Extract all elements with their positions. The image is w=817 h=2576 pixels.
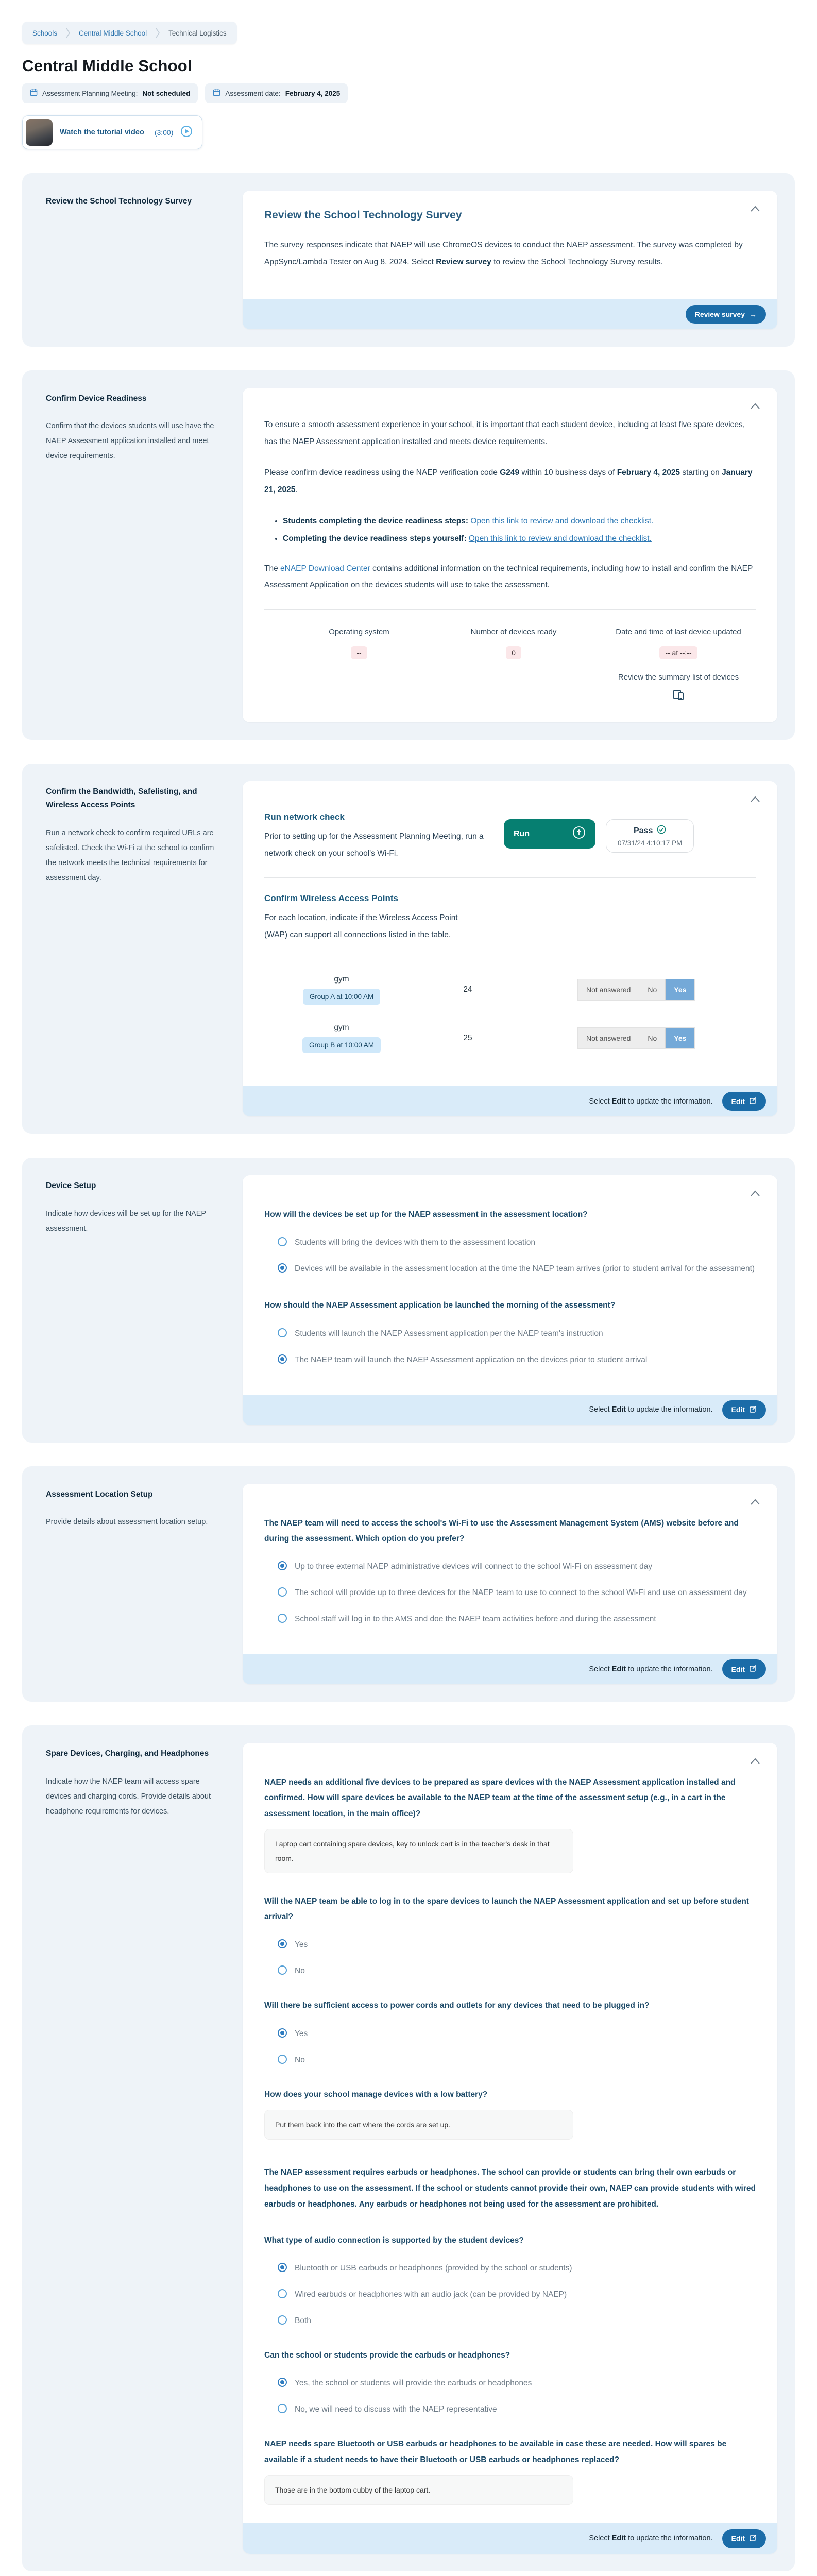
card-action-bar — [243, 2523, 777, 2554]
survey-summary-paragraph: The survey responses indicate that NAEP will use ChromeOS devices to conduct the NAEP assessment. The survey was completed by AppSync/Lambda Tester on Aug 8, 2024. Select Review survey to review the School Technology Survey results. — [264, 241, 743, 266]
section-card — [243, 1484, 777, 1684]
edit-button[interactable]: Edit — [722, 1092, 766, 1111]
collapse-chevron-icon[interactable] — [747, 1496, 763, 1509]
radio-icon — [278, 1587, 287, 1597]
check-circle-icon — [657, 825, 666, 837]
wap-connection-count: 24 — [463, 985, 472, 994]
edit-note: Select Edit to update the information. — [589, 1405, 713, 1414]
section-card — [243, 1743, 777, 2554]
edit-pencil-icon — [750, 1097, 757, 1106]
collapse-chevron-icon[interactable] — [747, 793, 763, 806]
planning-meeting-label: Assessment Planning Meeting: — [42, 89, 138, 97]
breadcrumb-school-name[interactable]: Central Middle School — [79, 29, 147, 37]
section-sidebar — [35, 1743, 230, 2554]
segment-not-answered[interactable]: Not answered — [578, 1028, 639, 1048]
assessment-date-label: Assessment date: — [225, 89, 281, 97]
power-access-question: Will there be sufficient access to power cords and outlets for any devices that need to be plugged in? — [264, 2001, 650, 2010]
review-survey-button[interactable]: Review survey → — [686, 305, 766, 324]
section-side-title: Device Setup — [46, 1181, 96, 1191]
spare-earbuds-answer: Those are in the bottom cubby of the laptop cart. — [264, 2475, 573, 2505]
checklist-bullets — [283, 513, 756, 547]
section-card — [243, 191, 777, 329]
wap-answer-segmented-control — [577, 1027, 695, 1049]
segment-no[interactable]: No — [639, 1028, 666, 1048]
wap-connection-count: 25 — [463, 1033, 472, 1043]
checklist-link-yourself[interactable]: Open this link to review and download the checklist. — [468, 534, 652, 543]
audio-connection-question: What type of audio connection is supported by the student devices? — [264, 2235, 524, 2245]
section-assessment-location-setup — [22, 1466, 795, 1702]
card-action-bar — [243, 299, 777, 329]
edit-pencil-icon — [750, 1405, 757, 1414]
breadcrumb-chevron-icon — [65, 27, 71, 39]
pass-status-label: Pass — [633, 826, 653, 835]
wap-group-chip: Group A at 10:00 AM — [303, 989, 381, 1005]
radio-option[interactable]: No — [278, 1965, 756, 1977]
collapse-chevron-icon[interactable] — [747, 1755, 763, 1768]
last-updated-value: -- at --:-- — [659, 646, 697, 659]
headphones-note: The NAEP assessment requires earbuds or headphones. The school can provide or students can bring their own earbuds or headphones to use on the assessment. If the school or students cannot provide their own, NAEP can provide students with wired earbuds or headphones. Any earbuds or headphones not being used for the assessment are prohibited. — [264, 2167, 756, 2209]
radio-option[interactable]: No — [278, 2054, 756, 2066]
section-side-description: Provide details about assessment location setup. — [46, 1518, 208, 1527]
card-action-bar — [243, 1654, 777, 1684]
edit-note: Select Edit to update the information. — [589, 2534, 713, 2543]
radio-icon — [278, 1328, 287, 1337]
radio-icon — [278, 2028, 287, 2038]
section-side-description: Indicate how devices will be set up for the NAEP assessment. — [46, 1209, 206, 1233]
play-icon[interactable] — [180, 125, 193, 140]
video-duration: (3:00) — [154, 128, 174, 137]
radio-icon — [278, 1237, 287, 1246]
location-setup-question: The NAEP team will need to access the school's Wi-Fi to use the Assessment Management System (AMS) website before and during the assessment. Which option do you prefer? — [264, 1518, 739, 1543]
spare-devices-answer: Laptop cart containing spare devices, key to unlock cart is in the teacher's desk in that room. — [264, 1829, 573, 1873]
section-side-description: Confirm that the devices students will use have the NAEP Assessment application installed and meet device requirements. — [46, 422, 214, 461]
calendar-icon — [30, 89, 38, 98]
provide-earbuds-question: Can the school or students provide the earbuds or headphones? — [264, 2351, 510, 2360]
devices-ready-value: 0 — [506, 646, 521, 659]
section-side-title: Confirm the Bandwidth, Safelisting, and Wireless Access Points — [46, 787, 197, 810]
section-bandwidth-safelisting-wap — [22, 764, 795, 1134]
segment-no[interactable]: No — [639, 979, 666, 1000]
radio-option[interactable]: The NAEP team will launch the NAEP Assessment application on the devices prior to student arrival — [278, 1354, 756, 1366]
run-upload-icon — [572, 826, 586, 842]
section-spare-devices-charging-headphones — [22, 1725, 795, 2571]
section-side-description: Indicate how the NAEP team will access spare devices and charging cords. Provide details about headphone requirements for devices. — [46, 1777, 211, 1816]
radio-option[interactable]: No, we will need to discuss with the NAEP representative — [278, 2403, 756, 2416]
card-action-bar — [243, 1395, 777, 1425]
operating-system-value: -- — [351, 646, 367, 659]
breadcrumb-technical-logistics: Technical Logistics — [168, 29, 227, 37]
video-thumbnail — [26, 119, 53, 146]
spare-devices-question: NAEP needs an additional five devices to be prepared as spare devices with the NAEP Assessment application installed and confirmed. How will spare devices be available to the NAEP team at the time of the assessment setup (e.g., in a cart in the assessment location, in the main office)? — [264, 1778, 736, 1818]
collapse-chevron-icon[interactable] — [747, 400, 763, 413]
radio-icon — [278, 1561, 287, 1570]
section-side-title: Review the School Technology Survey — [46, 197, 192, 206]
section-sidebar — [35, 781, 230, 1116]
section-side-title: Spare Devices, Charging, and Headphones — [46, 1749, 209, 1758]
checklist-link-students[interactable]: Open this link to review and download the checklist. — [470, 517, 654, 526]
wap-group-chip: Group B at 10:00 AM — [302, 1037, 381, 1053]
planning-meeting-badge — [22, 83, 198, 103]
run-network-check-description: Prior to setting up for the Assessment Planning Meeting, run a network check on your school's Wi-Fi. — [264, 832, 484, 858]
radio-option[interactable]: Students will bring the devices with them to the assessment location — [278, 1236, 756, 1249]
summary-last-updated: Date and time of last device updated -- at --:-- Review the summary list of devices — [591, 625, 766, 705]
low-battery-answer: Put them back into the cart where the cords are set up. — [264, 2110, 573, 2140]
tutorial-video-card[interactable] — [22, 115, 202, 149]
radio-icon — [278, 1263, 287, 1273]
radio-icon — [278, 2289, 287, 2298]
device-readiness-summary — [282, 625, 756, 705]
segment-yes[interactable]: Yes — [666, 1028, 694, 1048]
video-label: Watch the tutorial video — [60, 128, 144, 137]
section-sidebar — [35, 1484, 230, 1684]
radio-icon — [278, 2378, 287, 2387]
radio-option[interactable]: Students will launch the NAEP Assessment application per the NAEP team's instruction — [278, 1328, 756, 1340]
radio-option[interactable]: School staff will log in to the AMS and doe the NAEP team activities before and during the assessment — [278, 1613, 756, 1625]
wap-table-row — [264, 1023, 756, 1053]
breadcrumb — [22, 22, 237, 44]
confirm-wap-title: Confirm Wireless Access Points — [264, 893, 398, 904]
collapse-chevron-icon[interactable] — [747, 1188, 763, 1200]
summary-devices-ready: Number of devices ready 0 — [436, 625, 591, 705]
radio-option[interactable]: Both — [278, 2315, 756, 2327]
divider — [264, 609, 756, 610]
device-setup-question-1: How will the devices be set up for the NAEP assessment in the assessment location? — [264, 1210, 588, 1219]
edit-button[interactable]: Edit — [722, 1659, 766, 1679]
section-card — [243, 1175, 777, 1425]
section-card — [243, 388, 777, 722]
page-header — [0, 0, 817, 149]
wap-table-row — [264, 975, 756, 1005]
radio-icon — [278, 2315, 287, 2325]
section-side-title: Assessment Location Setup — [46, 1489, 153, 1499]
run-network-check-title: Run network check — [264, 812, 345, 822]
device-setup-question-2: How should the NAEP Assessment application be launched the morning of the assessment? — [264, 1301, 616, 1310]
pass-timestamp: 07/31/24 4:10:17 PM — [618, 839, 683, 847]
edit-button[interactable]: Edit — [722, 2529, 766, 2548]
section-review-technology-survey — [22, 173, 795, 347]
breadcrumb-schools[interactable]: Schools — [32, 29, 58, 37]
section-side-description: Run a network check to confirm required URLs are safelisted. Check the Wi-Fi at the school to confirm the network meets the technical requirements for assessment day. — [46, 828, 214, 882]
card-action-bar — [243, 1086, 777, 1116]
run-network-check-button[interactable]: Run — [504, 819, 595, 849]
section-side-title: Confirm Device Readiness — [46, 394, 147, 403]
card-title: Review the School Technology Survey — [264, 209, 462, 221]
assessment-date-badge — [205, 83, 348, 103]
low-battery-question: How does your school manage devices with a low battery? — [264, 2090, 488, 2099]
radio-option[interactable]: Devices will be available in the assessment location at the time the NAEP team arrives (prior to student arrival for the assessment) — [278, 1263, 756, 1275]
edit-pencil-icon — [750, 1665, 757, 1673]
network-check-row — [264, 812, 756, 862]
edit-button[interactable]: Edit — [722, 1400, 766, 1419]
divider — [264, 877, 756, 878]
radio-icon — [278, 1614, 287, 1623]
list-item: • Completing the device readiness steps yourself: Open this link to review and download the checklist. — [283, 530, 756, 547]
readiness-intro-paragraph: To ensure a smooth assessment experience in your school, it is important that each student device, including at least five spare devices, has the NAEP Assessment application installed and meets device requirements. — [264, 420, 745, 446]
radio-icon — [278, 1354, 287, 1364]
segment-not-answered[interactable]: Not answered — [578, 979, 639, 1000]
section-sidebar — [35, 388, 230, 722]
status-badges — [22, 83, 795, 103]
radio-option[interactable]: Yes, the school or students will provide the earbuds or headphones — [278, 2377, 756, 2389]
section-confirm-device-readiness — [22, 370, 795, 740]
enaep-paragraph: The eNAEP Download Center contains additional information on the technical requirements, including how to install and confirm the NAEP Assessment Application on the devices students will use to take the assessment. — [264, 564, 753, 590]
confirm-wap-description: For each location, indicate if the Wireless Access Point (WAP) can support all connections listed in the table. — [264, 913, 458, 939]
calendar-icon — [213, 89, 220, 98]
segment-yes[interactable]: Yes — [666, 979, 694, 1000]
section-sidebar — [35, 1175, 230, 1425]
radio-option[interactable]: Yes — [278, 1939, 756, 1951]
edit-pencil-icon — [750, 2534, 757, 2543]
radio-icon — [278, 1939, 287, 1948]
radio-option[interactable]: Bluetooth or USB earbuds or headphones (provided by the school or students) — [278, 2262, 756, 2275]
summary-operating-system: Operating system -- — [282, 625, 436, 705]
planning-meeting-value: Not scheduled — [142, 89, 191, 97]
edit-note: Select Edit to update the information. — [589, 1097, 713, 1106]
enaep-download-center-link[interactable]: eNAEP Download Center — [280, 564, 370, 573]
section-card — [243, 781, 777, 1116]
radio-option[interactable]: Yes — [278, 2028, 756, 2040]
spare-login-question: Will the NAEP team be able to log in to the spare devices to launch the NAEP Assessment application and set up before student arrival? — [264, 1896, 749, 1922]
radio-icon — [278, 2404, 287, 2413]
verification-code-paragraph: Please confirm device readiness using the NAEP verification code G249 within 10 business days of February 4, 2025 starting on January 21, 2025. — [264, 468, 753, 494]
spare-earbuds-question: NAEP needs spare Bluetooth or USB earbuds or headphones to be available in case these are needed. How will spares be available if a student needs to have their Bluetooth or USB earbuds or headphones replaced? — [264, 2439, 727, 2464]
radio-option[interactable]: Wired earbuds or headphones with an audio jack (can be provided by NAEP) — [278, 2289, 756, 2301]
network-check-result — [606, 819, 694, 853]
assessment-date-value: February 4, 2025 — [285, 89, 341, 97]
page-title: Central Middle School — [22, 57, 192, 75]
section-device-setup — [22, 1158, 795, 1443]
radio-icon — [278, 1965, 287, 1975]
edit-note: Select Edit to update the information. — [589, 1665, 713, 1673]
breadcrumb-chevron-icon — [155, 27, 160, 39]
section-sidebar — [35, 191, 230, 329]
arrow-right-icon: → — [750, 310, 757, 319]
wap-answer-segmented-control — [577, 979, 695, 1001]
radio-option[interactable]: The school will provide up to three devices for the NAEP team to use to connect to the school Wi-Fi and use on assessment day — [278, 1587, 756, 1599]
review-summary-label: Review the summary list of devices — [618, 672, 739, 682]
radio-option[interactable]: Up to three external NAEP administrative devices will connect to the school Wi-Fi on assessment day — [278, 1561, 756, 1573]
devices-list-icon[interactable] — [670, 687, 687, 705]
radio-icon — [278, 2055, 287, 2064]
radio-icon — [278, 2263, 287, 2272]
list-item: • Students completing the device readiness steps: Open this link to review and download the checklist. — [283, 513, 756, 530]
wap-location: gym — [334, 975, 349, 984]
wap-location: gym — [334, 1023, 349, 1032]
collapse-chevron-icon[interactable] — [747, 203, 763, 216]
